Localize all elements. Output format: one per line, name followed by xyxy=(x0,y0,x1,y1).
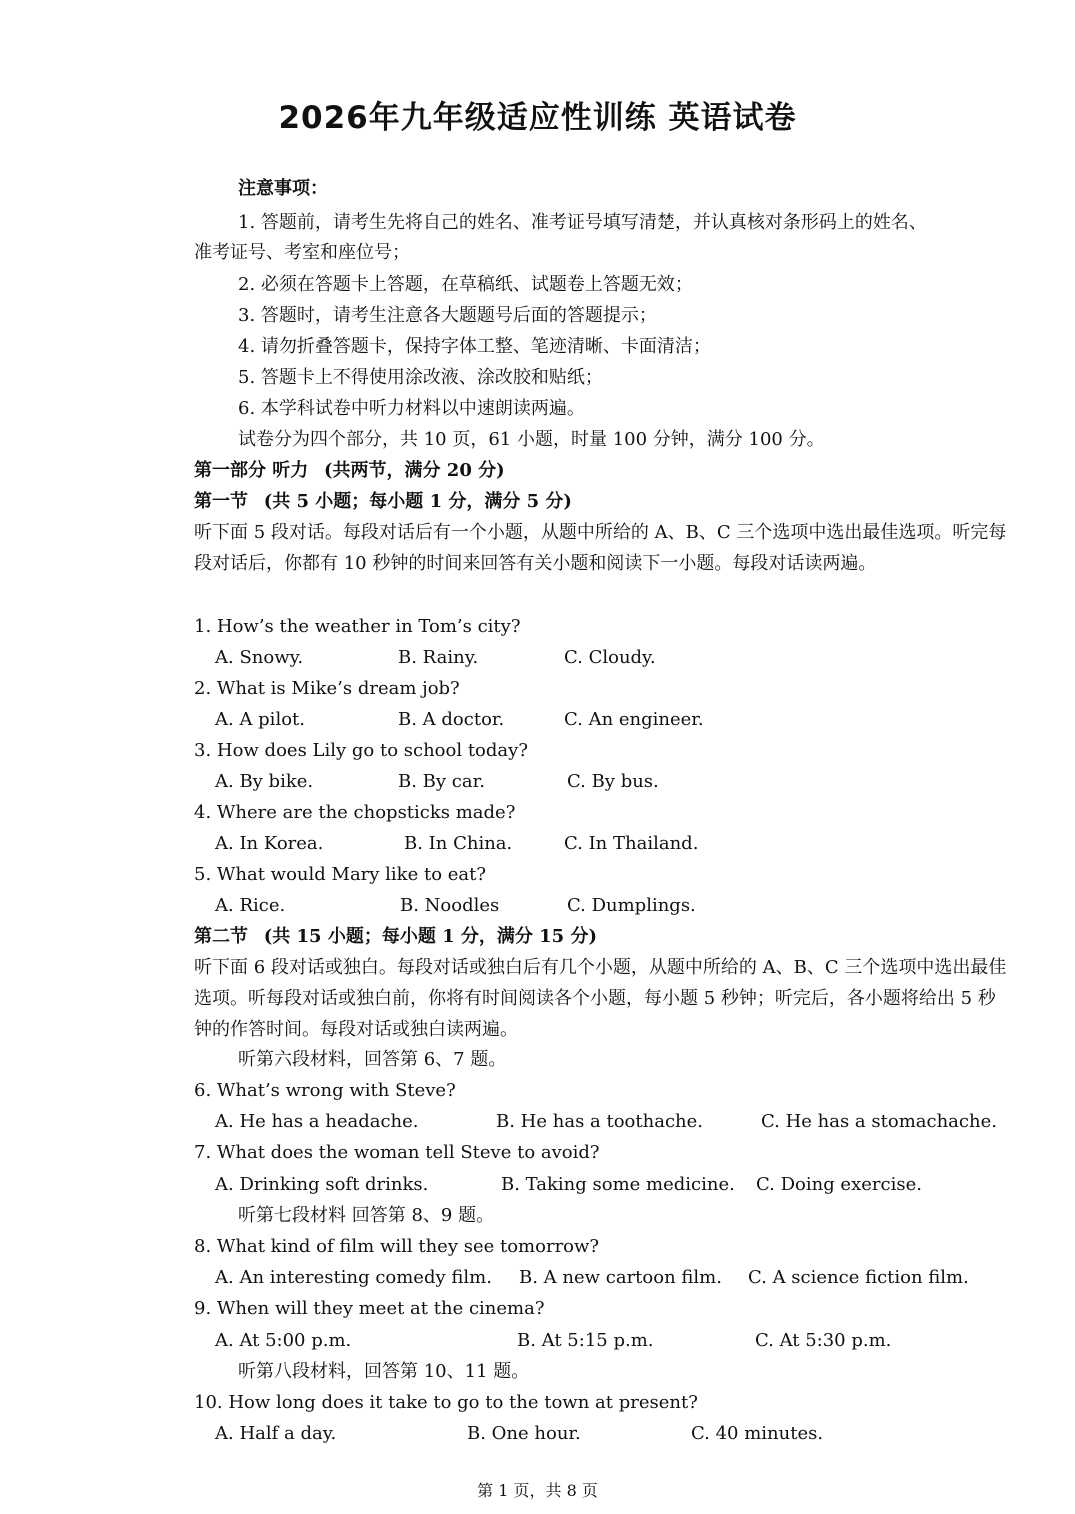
question-8: 8. What kind of film will they see tomorrow? xyxy=(194,1236,600,1257)
section2-instructions: 听下面 6 段对话或独白。每段对话或独白后有几个小题，从题中所给的 A、B、C 三个选项中选出最佳选项。听每段对话或独白前，你将有时间阅读各个小题，每小题 5 秒钟；听完后，各小题将给出 5 秒钟的作答时间。每段对话或独白读两遍。 xyxy=(194,957,1007,1040)
option-a: A. Half a day. xyxy=(215,1423,337,1444)
option-b: B. Taking some medicine. xyxy=(501,1174,735,1195)
question-2: 2. What is Mike’s dream job? xyxy=(194,678,460,699)
option-a: A. He has a headache. xyxy=(215,1111,419,1132)
option-b: B. A new cartoon film. xyxy=(519,1267,722,1288)
part1-title: 第一部分 听力 xyxy=(194,460,309,481)
option-a: A. In Korea. xyxy=(215,833,324,854)
option-b: B. Rainy. xyxy=(398,647,479,668)
material-6: 听第六段材料，回答第 6、7 题。 xyxy=(238,1049,507,1070)
option-c: C. An engineer. xyxy=(564,709,704,730)
question-6: 6. What’s wrong with Steve? xyxy=(194,1080,456,1101)
question-1: 1. How’s the weather in Tom’s city? xyxy=(194,616,521,637)
part1-heading xyxy=(194,458,505,484)
question-7: 7. What does the woman tell Steve to avoid? xyxy=(194,1142,600,1163)
section1-heading xyxy=(194,489,572,515)
option-c: C. At 5:30 p.m. xyxy=(755,1330,892,1351)
option-b: B. Noodles xyxy=(400,895,500,916)
option-b: B. In China. xyxy=(404,833,513,854)
option-a: A. At 5:00 p.m. xyxy=(215,1330,352,1351)
option-a: A. Drinking soft drinks. xyxy=(215,1174,429,1195)
question-3: 3. How does Lily go to school today? xyxy=(194,740,528,761)
material-8: 听第八段材料，回答第 10、11 题。 xyxy=(238,1361,530,1382)
option-b: B. A doctor. xyxy=(398,709,505,730)
notice-summary: 试卷分为四个部分，共 10 页，61 小题，时量 100 分钟，满分 100 分。 xyxy=(238,429,825,450)
section1-note: (共 5 小题；每小题 1 分，满分 5 分) xyxy=(263,491,572,512)
notice-item-2: 2. 必须在答题卡上答题，在草稿纸、试题卷上答题无效； xyxy=(238,274,693,295)
section1-instructions: 听下面 5 段对话。每段对话后有一个小题，从题中所给的 A、B、C 三个选项中选出最佳选项。听完每段对话后，你都有 10 秒钟的时间来回答有关小题和阅读下一小题。每段对话读两遍。 xyxy=(194,522,1007,574)
section1-title: 第一节 xyxy=(194,491,248,512)
option-a: A. An interesting comedy film. xyxy=(215,1267,492,1288)
option-a: A. Snowy. xyxy=(215,647,304,668)
option-c: C. Cloudy. xyxy=(564,647,656,668)
notice-item-5: 5. 答题卡上不得使用涂改液、涂改胶和贴纸； xyxy=(238,367,603,388)
option-b: B. He has a toothache. xyxy=(496,1111,703,1132)
question-5: 5. What would Mary like to eat? xyxy=(194,864,487,885)
page-title: 2026年九年级适应性训练 英语试卷 xyxy=(278,100,797,136)
notice-item-4: 4. 请勿折叠答题卡，保持字体工整、笔迹清晰、卡面清洁； xyxy=(238,336,711,357)
question-9: 9. When will they meet at the cinema? xyxy=(194,1298,545,1319)
part1-note: (共两节，满分 20 分) xyxy=(324,460,505,481)
section2-heading xyxy=(194,924,597,950)
option-c: C. By bus. xyxy=(567,771,659,792)
notice-heading: 注意事项： xyxy=(238,178,328,199)
option-a: A. By bike. xyxy=(215,771,314,792)
option-c: C. Doing exercise. xyxy=(756,1174,922,1195)
notice-item-6: 6. 本学科试卷中听力材料以中速朗读两遍。 xyxy=(238,398,585,419)
option-c: C. A science fiction film. xyxy=(748,1267,969,1288)
option-c: C. Dumplings. xyxy=(567,895,696,916)
notice-item-3: 3. 答题时，请考生注意各大题题号后面的答题提示； xyxy=(238,305,657,326)
option-b: B. By car. xyxy=(398,771,485,792)
option-a: A. Rice. xyxy=(215,895,286,916)
notice-item-1: 1. 答题前，请考生先将自己的姓名、准考证号填写清楚，并认真核对条形码上的姓名、 xyxy=(238,212,927,233)
question-10: 10. How long does it take to go to the town at present? xyxy=(194,1392,698,1413)
material-7: 听第七段材料 回答第 8、9 题。 xyxy=(238,1205,495,1226)
option-a: A. A pilot. xyxy=(215,709,305,730)
option-c: C. 40 minutes. xyxy=(691,1423,824,1444)
question-4: 4. Where are the chopsticks made? xyxy=(194,802,516,823)
section2-title: 第二节 xyxy=(194,926,248,947)
option-b: B. One hour. xyxy=(467,1423,581,1444)
section2-note: (共 15 小题；每小题 1 分，满分 15 分) xyxy=(263,926,597,947)
notice-item-1-cont: 准考证号、考室和座位号； xyxy=(194,242,410,263)
option-c: C. In Thailand. xyxy=(564,833,699,854)
option-c: C. He has a stomachache. xyxy=(761,1111,997,1132)
option-b: B. At 5:15 p.m. xyxy=(517,1330,654,1351)
page-footer: 第 1 页，共 8 页 xyxy=(477,1481,598,1500)
